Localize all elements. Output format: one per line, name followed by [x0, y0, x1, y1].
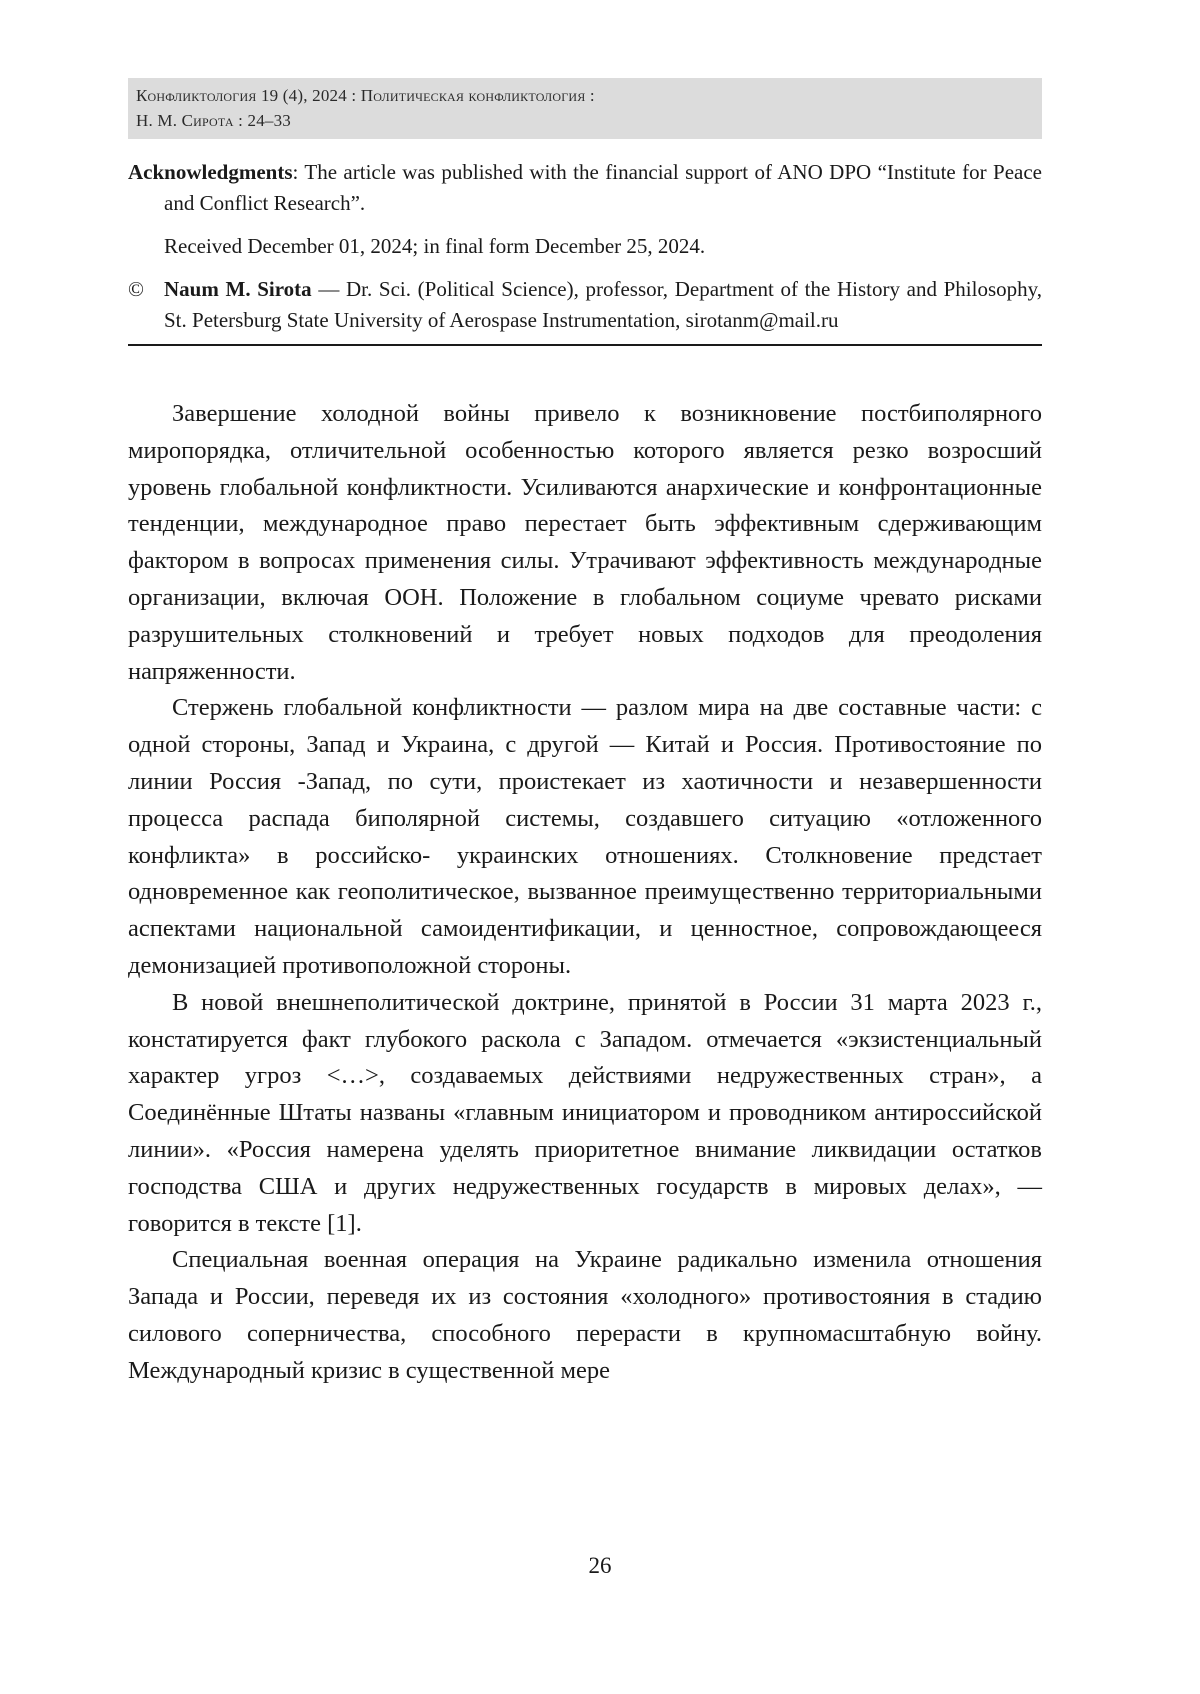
acknowledgments-text: : The article was published with the financial support of ANO DPO “Institute for Peace and Conflict Research”. [164, 160, 1042, 215]
article-meta [128, 157, 1042, 336]
page-number: 26 [0, 1553, 1200, 1579]
copyright-icon: © [128, 274, 144, 305]
paragraph-2: Стержень глобальной конфликтности — разлом мира на две составные части: с одной стороны, Запад и Украина, с другой — Китай и Россия. Противостояние по линии Россия -Запад, по сути, проистекает из хаотичности и незавершенности процесса распада биполярной системы, создавшего ситуацию «отложенного конфликта» в российско- украинских отношениях. Столкновение предстает одновременное как геополитическое, вызванное преимущественно территориальными аспектами национальной самоидентификации, и ценностное, сопровождающееся демонизацией противоположной стороны. [128, 690, 1042, 984]
author-info [128, 274, 1042, 336]
paragraph-1: Завершение холодной войны привело к возникновение постбиполярного миропорядка, отличительной особенностью которого является резко возросший уровень глобальной конфликтности. Усиливаются анархические и конфронтационные тенденции, международное право перестает быть эффективным сдерживающим фактором в вопросах применения силы. Утрачивают эффективность международные организации, включая ООН. Положение в глобальном социуме чревато рисками разрушительных столкновений и требует новых подходов для преодоления напряженности. [128, 396, 1042, 690]
acknowledgments [128, 157, 1042, 219]
received-dates: Received December 01, 2024; in final form December 25, 2024. [128, 231, 1042, 262]
acknowledgments-label: Acknowledgments [128, 160, 293, 184]
article-body [128, 396, 1042, 1390]
running-header-line-2: Н. М. Сирота : 24–33 [136, 108, 1034, 133]
paragraph-3: В новой внешнеполитической доктрине, принятой в России 31 марта 2023 г., констатируется факт глубокого раскола с Западом. отмечается «экзистенциальный характер угроз <…>, создаваемых действиями недружественных стран», а Соединённые Штаты названы «главным инициатором и проводником антироссийской линии». «Россия намерена уделять приоритетное внимание ликвидации остатков господства США и других недружественных государств в мировых делах», — говорится в тексте [1]. [128, 985, 1042, 1243]
running-header [128, 78, 1042, 139]
running-header-line-1: Конфликтология 19 (4), 2024 : Политическая конфликтология : [136, 83, 1034, 108]
page [128, 78, 1042, 1390]
paragraph-4: Специальная военная операция на Украине радикально изменила отношения Запада и России, переведя их из состояния «холодного» противостояния в стадию силового соперничества, способного перерасти в крупномасштабную войну. Международный кризис в существенной мере [128, 1242, 1042, 1389]
author-name: Naum M. Sirota [164, 277, 312, 301]
section-divider [128, 344, 1042, 346]
author-details: — Dr. Sci. (Political Science), professor, Department of the History and Philosophy, St. Petersburg State University of Aerospase Instrumentation, sirotanm@mail.ru [164, 277, 1042, 332]
